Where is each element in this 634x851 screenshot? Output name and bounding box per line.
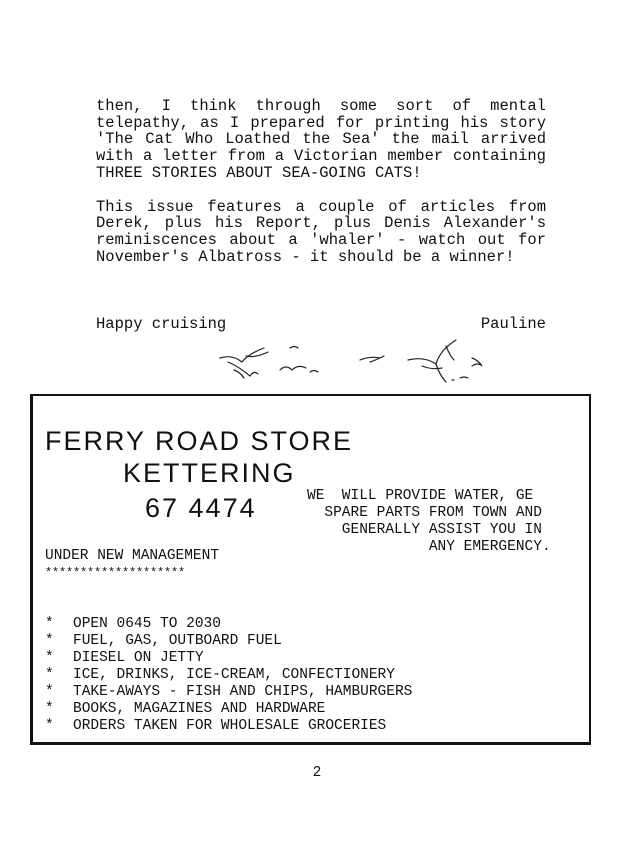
closing-text: Happy cruising: [96, 315, 227, 333]
feature-text: ORDERS TAKEN FOR WHOLESALE GROCERIES: [73, 718, 387, 734]
asterisk-bullet: *: [45, 684, 54, 700]
store-name: FERRY ROAD STORE: [45, 426, 354, 456]
letter-signoff: [96, 315, 546, 333]
asterisk-bullet: *: [45, 616, 54, 632]
services-line: SPARE PARTS FROM TOWN AND: [307, 505, 542, 521]
letter-paragraph: This issue features a couple of articles from Derek, plus his Report, plus Denis Alexander's reminiscences about a 'whaler' - watch out for November's Albatross - it should be a winner!: [96, 197, 546, 266]
store-town: KETTERING: [123, 458, 296, 488]
letter-paragraph: then, I think through some sort of mental telepathy, as I prepared for printing his story 'The Cat Who Loathed the Sea' the mail arrived with a letter from a Victorian member containing THREE STORIES ABOUT SEA-GOING CATS!: [96, 97, 546, 182]
asterisk-bullet: *: [45, 650, 54, 666]
services-line: GENERALLY ASSIST YOU IN: [307, 522, 542, 538]
list-item: [45, 718, 412, 735]
list-item: [45, 701, 412, 718]
services-line: WE WILL PROVIDE WATER, GE: [307, 488, 534, 504]
list-item: [45, 633, 412, 650]
asterisk-bullet: *: [45, 718, 54, 734]
signature: Pauline: [480, 315, 546, 333]
list-item: [45, 684, 412, 701]
services-description: [307, 488, 579, 556]
star-rule: ********************: [45, 566, 186, 580]
feature-text: FUEL, GAS, OUTBOARD FUEL: [73, 633, 282, 649]
store-phone: 67 4474: [145, 493, 257, 523]
seagulls-illustration: [210, 336, 500, 388]
services-line: ANY EMERGENCY.: [307, 539, 551, 555]
feature-text: DIESEL ON JETTY: [73, 650, 204, 666]
feature-text: OPEN 0645 TO 2030: [73, 616, 221, 632]
feature-text: BOOKS, MAGAZINES AND HARDWARE: [73, 701, 326, 717]
management-note: UNDER NEW MANAGEMENT: [45, 548, 220, 564]
features-list: [45, 616, 412, 735]
list-item: [45, 667, 412, 684]
feature-text: TAKE-AWAYS - FISH AND CHIPS, HAMBURGERS: [73, 684, 413, 700]
asterisk-bullet: *: [45, 633, 54, 649]
asterisk-bullet: *: [45, 701, 54, 717]
letter-body: [96, 98, 546, 265]
list-item: [45, 616, 412, 633]
feature-text: ICE, DRINKS, ICE-CREAM, CONFECTIONERY: [73, 667, 395, 683]
list-item: [45, 650, 412, 667]
asterisk-bullet: *: [45, 667, 54, 683]
store-advertisement: [30, 394, 591, 745]
page-number: 2: [312, 765, 322, 781]
